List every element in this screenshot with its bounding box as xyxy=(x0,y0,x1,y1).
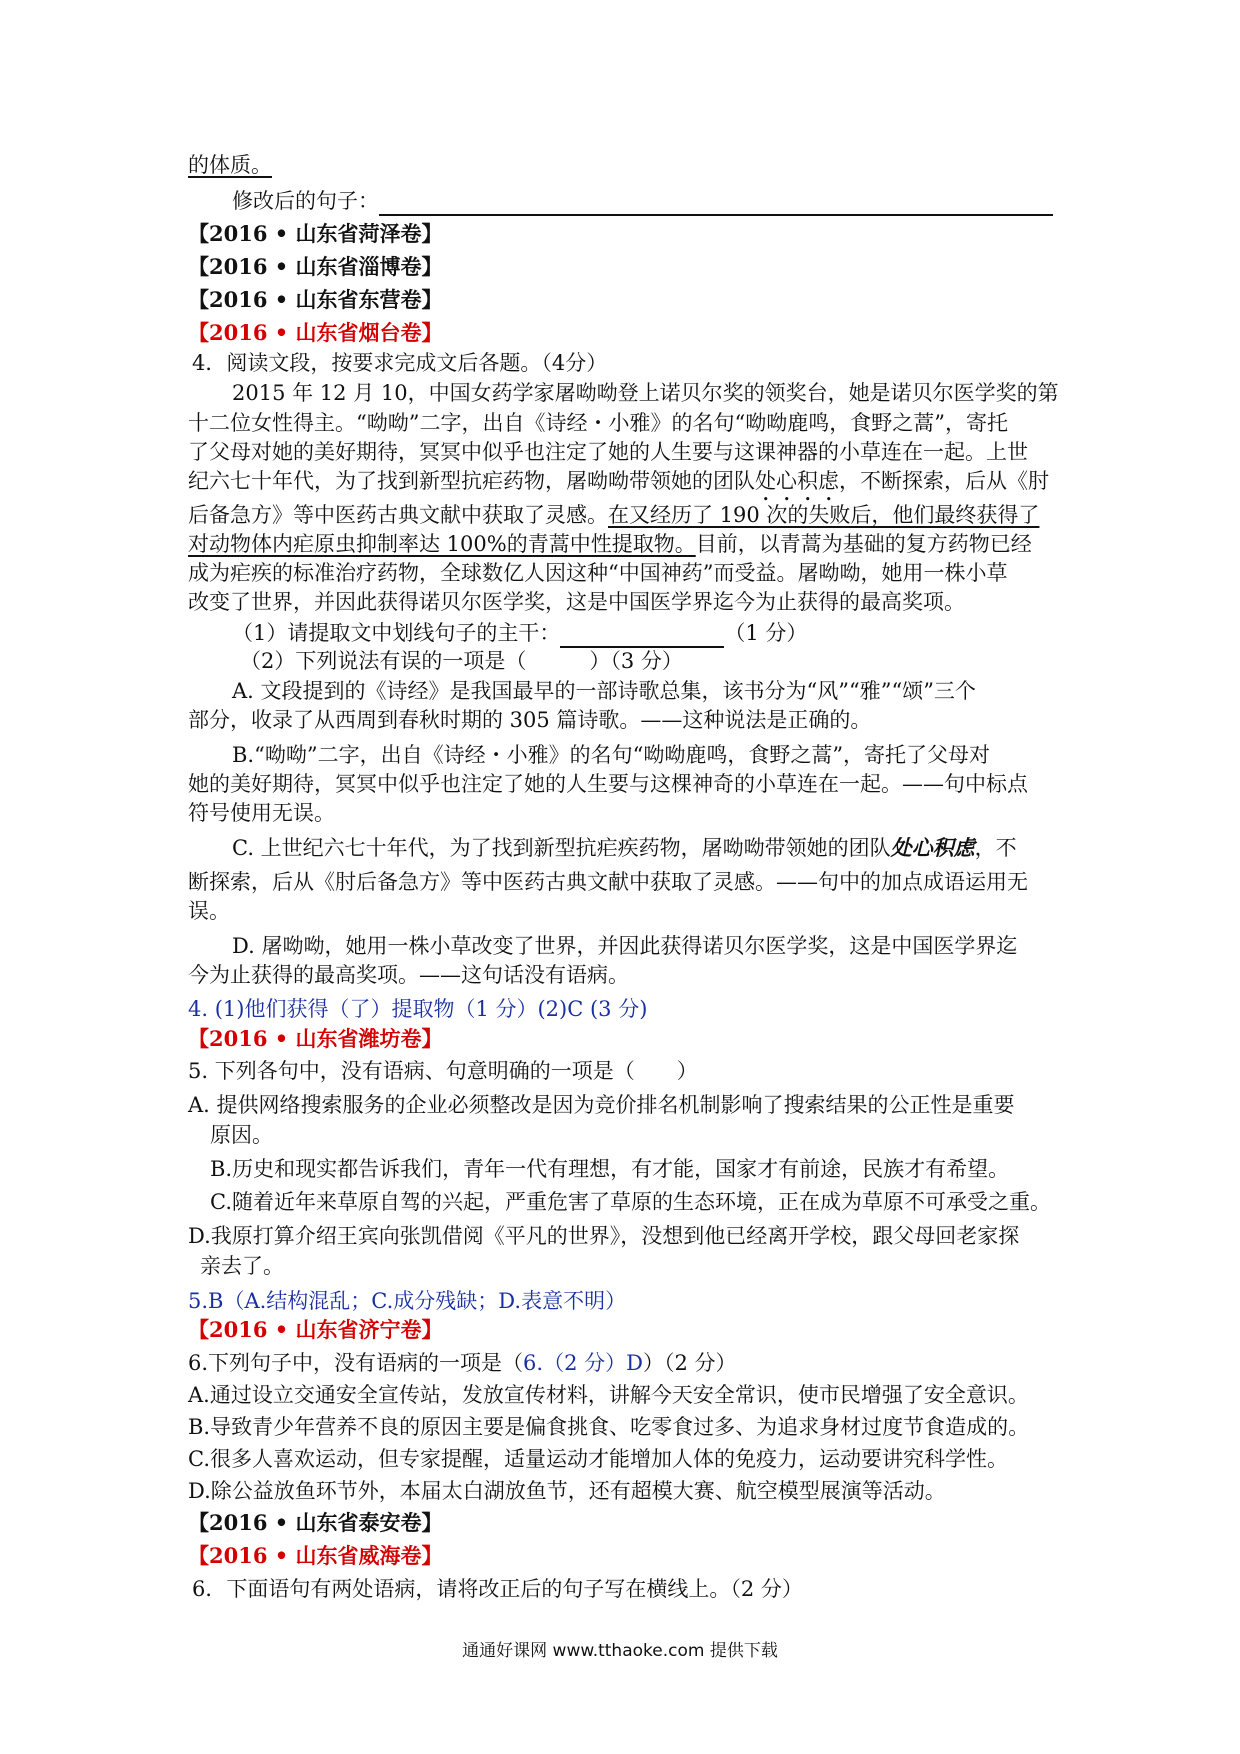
passage-text: ，不断探索，后从《肘 xyxy=(839,469,1049,493)
revised-sentence-label: 修改后的句子： xyxy=(232,189,379,213)
page-footer: 通通好课网 www.tthaoke.com 提供下载 xyxy=(462,1641,778,1661)
passage-text: 后备急方》等中医药古典文献中获取了灵感。 xyxy=(188,503,608,527)
dotted-idiom: 处心积虑 xyxy=(755,469,839,493)
option-line: 误。 xyxy=(188,899,230,923)
passage-line: 成为疟疾的标准治疗药物，全球数亿人因这种“中国神药”而受益。屠呦呦，她用一株小草 xyxy=(188,561,1008,585)
section-header: 【2016 • 山东省淄博卷】 xyxy=(188,254,443,279)
option-line: A. 文段提到的《诗经》是我国最早的一部诗歌总集，该书分为“风”“雅”“颂”三个 xyxy=(232,679,976,703)
option-line: A. 提供网络搜索服务的企业必须整改是因为竞价排名机制影响了搜索结果的公正性是重要 xyxy=(188,1093,1015,1117)
option-line: 部分，收录了从西周到春秋时期的 305 篇诗歌。——这种说法是正确的。 xyxy=(188,708,872,732)
sub-question: （2）下列说法有误的一项是（ ）（3 分） xyxy=(240,649,683,673)
option-line: 她的美好期待，冥冥中似乎也注定了她的人生要与这棵神奇的小草连在一起。——句中标点 xyxy=(188,772,1028,796)
question-stem: 5. 下列各句中，没有语病、句意明确的一项是（ ） xyxy=(188,1059,698,1083)
option-text: C. 上世纪六七十年代，为了找到新型抗疟疾药物，屠呦呦带领她的团队 xyxy=(232,836,891,860)
passage-line xyxy=(188,500,1039,530)
option-line: A.通过设立交通安全宣传站，发放宣传材料，讲解今天安全常识，使市民增强了安全意识。 xyxy=(188,1383,1029,1407)
question-stem: 6．下面语句有两处语病，请将改正后的句子写在横线上。（2 分） xyxy=(192,1577,803,1601)
section-header: 【2016 • 山东省菏泽卷】 xyxy=(188,221,443,246)
option-line: 原因。 xyxy=(210,1123,273,1147)
option-line: B.导致青少年营养不良的原因主要是偏食挑食、吃零食过多、为追求身材过度节食造成的。 xyxy=(188,1415,1030,1439)
option-line: D.除公益放鱼环节外，本届太白湖放鱼节，还有超模大赛、航空模型展演等活动。 xyxy=(188,1479,946,1503)
passage-line: 2015 年 12 月 10，中国女药学家屠呦呦登上诺贝尔奖的领奖台，她是诺贝尔医学奖的第 xyxy=(232,381,1059,405)
option-line: C.随着近年来草原自驾的兴起，严重危害了草原的生态环境，正在成为草原不可承受之重。 xyxy=(210,1190,1051,1214)
question-text: ）（2 分） xyxy=(642,1351,737,1375)
underlined-sentence: 对动物体内疟原虫抑制率达 100%的青蒿中性提取物。 xyxy=(188,532,696,556)
answer-key: 5.B（A.结构混乱；C.成分残缺；D.表意不明） xyxy=(188,1289,627,1313)
section-header-highlight: 【2016 • 山东省济宁卷】 xyxy=(188,1317,443,1342)
underlined-sentence: 在又经历了 190 次的失败后，他们最终获得了 xyxy=(608,503,1040,527)
question-stem xyxy=(188,1348,737,1378)
answer-key: 4. (1)他们获得（了）提取物（1 分）(2)C (3 分) xyxy=(188,997,648,1021)
option-line: 断探索，后从《肘后备急方》等中医药古典文献中获取了灵感。——句中的加点成语运用无 xyxy=(188,870,1028,894)
option-line: 符号使用无误。 xyxy=(188,801,335,825)
emphasized-idiom: 处心积虑 xyxy=(890,835,975,860)
option-line: D.我原打算介绍王宾向张凯借阅《平凡的世界》，没想到他已经离开学校，跟父母回老家探 xyxy=(188,1224,1020,1248)
inline-answer: 6.（2 分）D xyxy=(523,1351,643,1375)
section-header-highlight: 【2016 • 山东省烟台卷】 xyxy=(188,320,443,345)
option-line: 今为止获得的最高奖项。——这句话没有语病。 xyxy=(188,963,629,987)
option-line: D. 屠呦呦，她用一株小草改变了世界，并因此获得诺贝尔医学奖，这是中国医学界迄 xyxy=(232,934,1018,958)
passage-text: 目前，以青蒿为基础的复方药物已经 xyxy=(695,532,1032,556)
passage-line: 十二位女性得主。“呦呦”二字，出自《诗经・小雅》的名句“呦呦鹿鸣，食野之蒿”，寄托 xyxy=(188,411,1008,435)
section-header-highlight: 【2016 • 山东省潍坊卷】 xyxy=(188,1026,443,1051)
option-line xyxy=(232,833,1017,863)
option-text: ，不 xyxy=(974,836,1017,860)
section-header-highlight: 【2016 • 山东省威海卷】 xyxy=(188,1543,443,1568)
sub-question xyxy=(232,618,807,648)
answer-blank[interactable] xyxy=(379,192,1053,216)
question-text: 6.下列句子中，没有语病的一项是（ xyxy=(188,1351,524,1375)
revised-sentence-line xyxy=(232,186,1053,216)
section-header: 【2016 • 山东省东营卷】 xyxy=(188,287,443,312)
answer-blank[interactable] xyxy=(560,624,724,648)
score-label: （1 分） xyxy=(724,621,808,645)
option-line: C.很多人喜欢运动，但专家提醒，适量运动才能增加人体的免疫力，运动要讲究科学性。 xyxy=(188,1447,1008,1471)
sub-question-text: （1）请提取文中划线句子的主干： xyxy=(232,621,561,645)
text-line: 的体质。 xyxy=(188,153,272,177)
passage-line: 了父母对她的美好期待，冥冥中似乎也注定了她的人生要与这课神器的小草连在一起。上世 xyxy=(188,440,1028,464)
passage-line: 改变了世界，并因此获得诺贝尔医学奖，这是中国医学界迄今为止获得的最高奖项。 xyxy=(188,590,965,614)
passage-text: 纪六七十年代，为了找到新型抗疟药物，屠呦呦带领她的团队 xyxy=(188,469,755,493)
option-line: 亲去了。 xyxy=(200,1254,284,1278)
passage-line xyxy=(188,529,1032,559)
option-line: B.“呦呦”二字，出自《诗经・小雅》的名句“呦呦鹿鸣，食野之蒿”，寄托了父母对 xyxy=(232,743,991,767)
section-header: 【2016 • 山东省泰安卷】 xyxy=(188,1510,443,1535)
option-line: B.历史和现实都告诉我们，青年一代有理想，有才能，国家才有前途，民族才有希望。 xyxy=(210,1157,1010,1181)
question-stem: 4．阅读文段，按要求完成文后各题。（4分） xyxy=(192,351,608,375)
